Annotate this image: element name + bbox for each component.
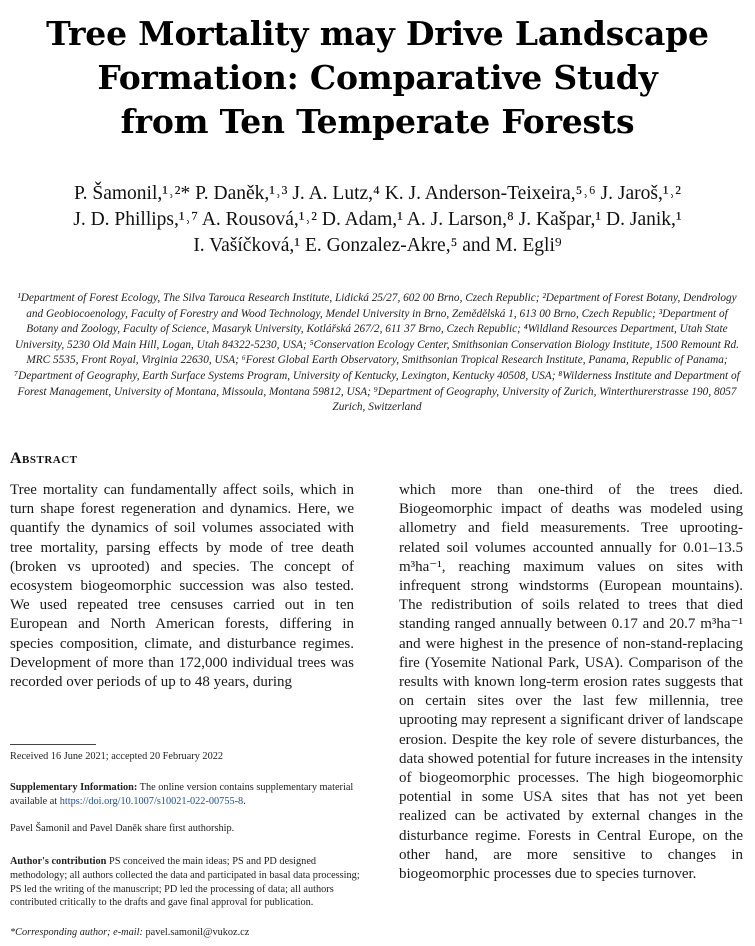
author-contribution (10, 855, 360, 910)
paper-title (0, 12, 755, 144)
title-line: Formation: Comparative Study (97, 58, 658, 97)
author-list (0, 181, 755, 259)
supplementary-end: . (243, 795, 246, 807)
abstract-heading: Abstract (10, 450, 78, 467)
supplementary-link[interactable]: https://doi.org/10.1007/s10021-022-00755-8 (59, 795, 244, 807)
author-line: I. Vašíčková,¹ E. Gonzalez-Akre,⁵ and M. Egli⁹ (193, 235, 562, 256)
author-line: P. Šamonil,¹˒²* P. Daněk,¹˒³ J. A. Lutz,⁴ K. J. Anderson-Teixeira,⁵˒⁶ J. Jaroš,¹˒² (73, 183, 682, 204)
contribution-text: PS conceived the main ideas; PS and PD designed methodology; all authors collected the data and participated in basal data processing; PS led the writing of the manuscript; PD led the processing of data; all authors contributed critically to the drafts and gave final approval for publication. (10, 856, 360, 909)
supplementary-label: Supplementary Information: (10, 782, 138, 793)
supplementary-note (10, 781, 360, 809)
contribution-label: Author's contribution (10, 856, 107, 867)
title-line: from Ten Temperate Forests (120, 102, 635, 141)
received-dates: Received 16 June 2021; accepted 20 February 2022 (10, 751, 224, 762)
corresponding-email[interactable]: pavel.samonil@vukoz.cz (142, 927, 250, 938)
affiliations: ¹Department of Forest Ecology, The Silva Tarouca Research Institute, Lidická 25/27, 602 00 Brno, Czech Republic; ²Department of Forest Botany, Dendrology and Geobiocoenology, Faculty of Forestry and Wood Technology, Mendel University in Brno, Zemědělská 1, 613 00 Brno, Czech Republic; ³Department of Botany and Zoology, Faculty of Science, Masaryk University, Kotlářská 267/2, 611 37 Brno, Czech Republic; ⁴Wildland Resources Department, Utah State University, 5230 Old Main Hill, Logan, Utah 84322-5230, USA; ⁵Conservation Ecology Center, Smithsonian Conservation Biology Institute, 1500 Remount Rd. MRC 5535, Front Royal, Virginia 22630, USA; ⁶Forest Global Earth Observatory, Smithsonian Tropical Research Institute, Panama, Republic of Panama; ⁷Department of Geography, Earth Surface Systems Program, University of Kentucky, Lexington, Kentucky 40508, USA; ⁸Wilderness Institute and Department of Forest Management, University of Montana, Missoula, Montana 59812, USA; ⁹Department of Geography, University of Zurich, Winterthurerstrasse 190, 8057 Zurich, Switzerland (14, 292, 740, 414)
abstract-left-column: Tree mortality can fundamentally affect soils, which in turn shape forest regeneration and dynamics. Here, we quantify the dynamics of soil volumes associated with tree mortality, parsing effects by mode of tree death (broken vs uprooted) and species. The concept of ecosystem biogeomorphic succession was also tested. We used repeated tree censuses carried out in ten European and North American forests, differing in species composition, climate, and disturbance regimes. Development of more than 172,000 individual trees was recorded over periods of up to 48 years, during (10, 482, 354, 691)
corresponding-label: *Corresponding author; e-mail: (10, 927, 143, 938)
author-line: J. D. Phillips,¹˒⁷ A. Rousová,¹˒² D. Adam,¹ A. J. Larson,⁸ J. Kašpar,¹ D. Janik,¹ (73, 209, 682, 230)
shared-authorship-note: Pavel Šamonil and Pavel Daněk share first authorship. (10, 823, 235, 834)
abstract-right-column: which more than one-third of the trees died. Biogeomorphic impact of deaths was modeled using allometry and field measurements. Tree uprooting-related soil volumes accounted annually for 0.01–13.5 m³ha⁻¹, reaching maximum values on sites with infrequent strong windstorms (European mountains). The redistribution of soils related to trees that died standing ranged annually between 0.17 and 20.7 m³ha⁻¹ and were highest in the presence of non-stand-replacing fire (Yosemite National Park, USA). Comparison of the results with known long-term erosion rates suggests that on certain sites over the last few millennia, tree uprooting may represent a significant driver of landscape erosion. Despite the key role of severe disturbances, the data showed potential for future increases in the intensity of biogeomorphic processes. The high biogeomorphic potential in some USA sites that has not yet been realized can be activated by external changes in the disturbance regime. Forests in Central Europe, on the other hand, are more sensitive to changes in biogeomorphic processes due to species turnover. (399, 482, 743, 883)
corresponding-author (10, 926, 360, 940)
title-line: Tree Mortality may Drive Landscape (46, 14, 709, 53)
supplementary-text: The online version contains supplementary material available at (10, 782, 354, 807)
footnote-divider (10, 744, 96, 745)
